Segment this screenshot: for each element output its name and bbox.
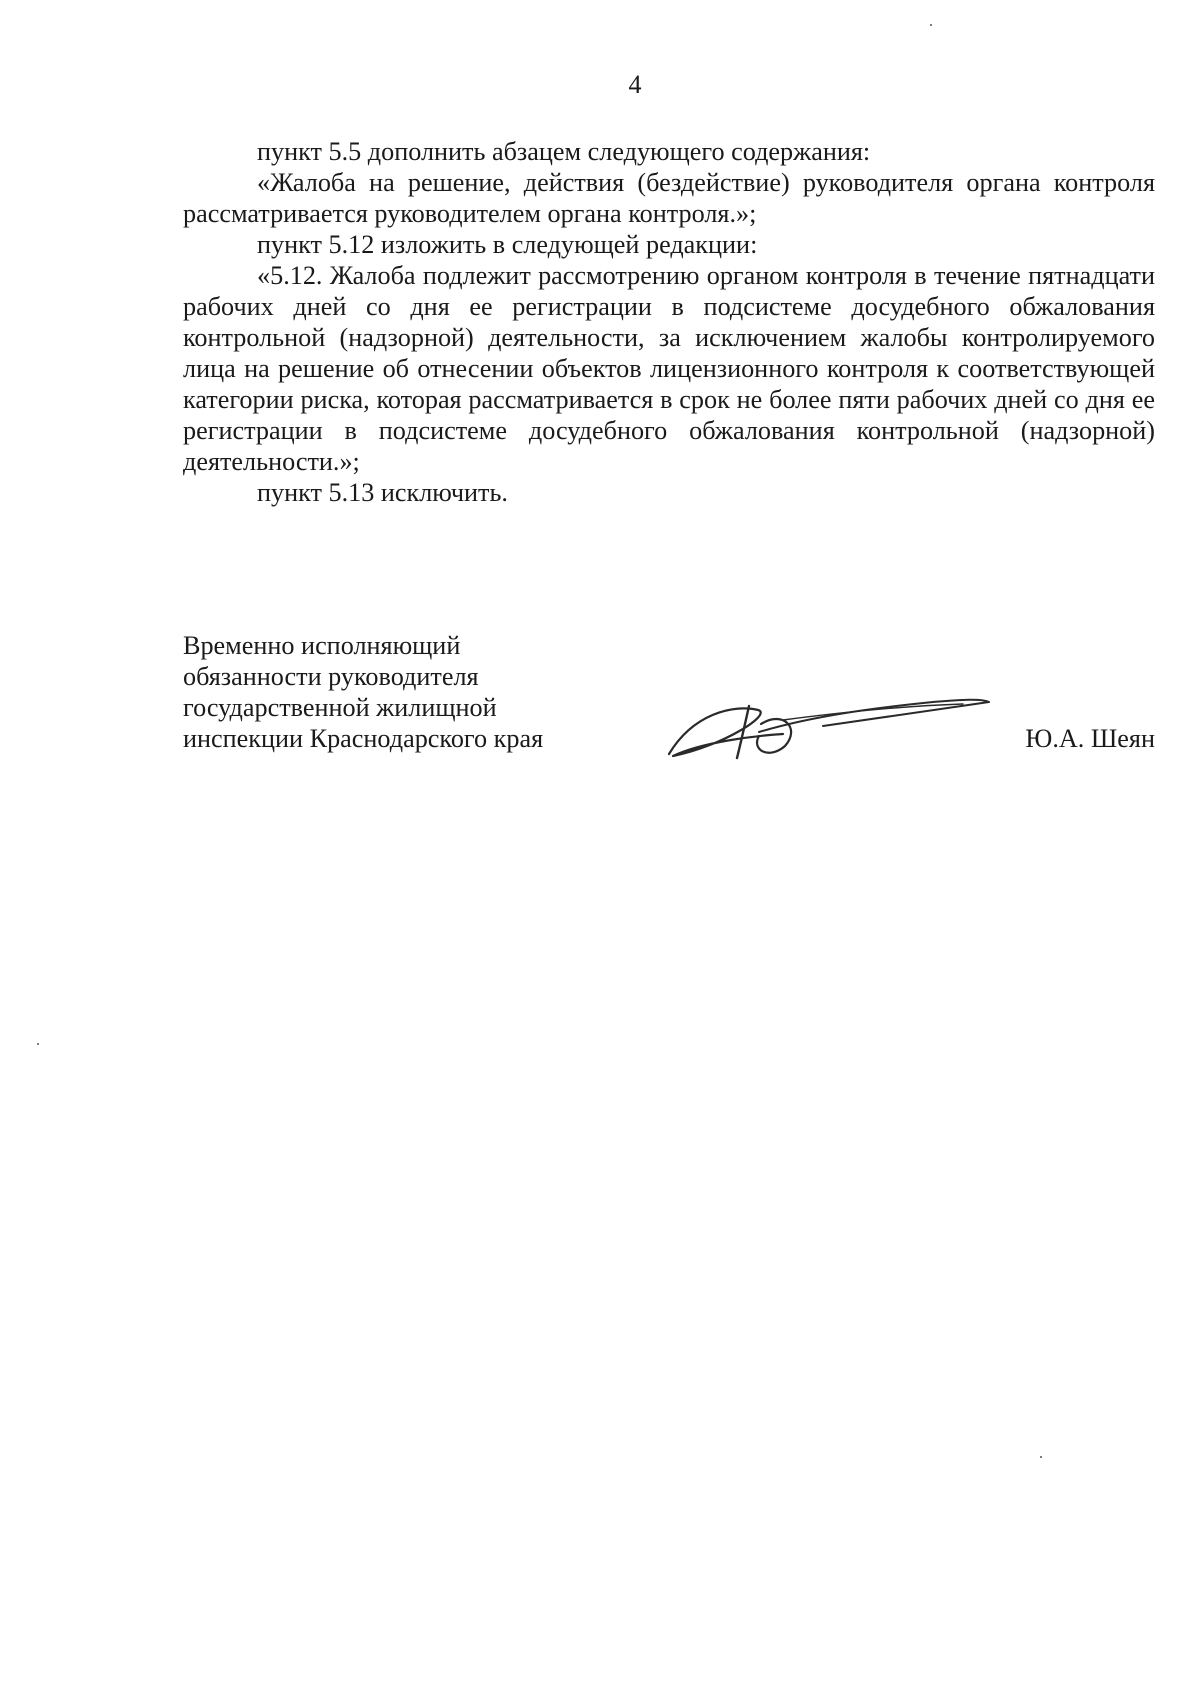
signature-stroke-loop xyxy=(669,708,783,756)
signatory-title-line: государственной жилищной xyxy=(183,693,497,722)
paragraph-item-5-12: пункт 5.12 изложить в следующей редакции: xyxy=(257,230,758,259)
signature-stroke-flourish xyxy=(783,704,963,720)
signature-block xyxy=(183,630,1155,770)
scan-speck xyxy=(930,24,932,26)
signatory-title-line: инспекции Краснодарского края xyxy=(183,724,544,753)
paragraph-complaint-term: «5.12. Жалоба подлежит рассмотрению органом контроля в течение пятнадцати рабочих дней со дня ее регистрации в подсистеме досудебного обжалования контрольной (надзорной) деятельности, за исключением жалобы контролируемого лица на решение об отнесении объектов лицензионного контроля к соответствующей категории риска, которая рассматривается в срок не более пяти рабочих дней со дня ее регистрации в подсистеме досудебного обжалования контрольной (надзорной) деятельности.»; xyxy=(183,261,1155,476)
signatory-name: Ю.А. Шеян xyxy=(1025,724,1155,753)
document-body xyxy=(183,136,1155,508)
signature-strokes xyxy=(669,700,989,758)
page-number: 4 xyxy=(628,70,642,99)
paragraph-complaint-head: «Жалоба на решение, действия (бездействие) руководителя органа контроля рассматривается руководителем органа контроля.»; xyxy=(183,168,1155,228)
signatory-title-line: Временно исполняющий xyxy=(183,631,461,660)
signatory-title xyxy=(183,630,543,754)
signatory-title-line: обязанности руководителя xyxy=(183,662,479,691)
paragraph-item-5-13: пункт 5.13 исключить. xyxy=(257,478,508,507)
scan-speck xyxy=(1040,1456,1042,1458)
handwritten-signature-icon xyxy=(663,684,993,764)
scan-speck xyxy=(37,1043,39,1045)
paragraph-item-5-5: пункт 5.5 дополнить абзацем следующего содержания: xyxy=(257,137,871,166)
